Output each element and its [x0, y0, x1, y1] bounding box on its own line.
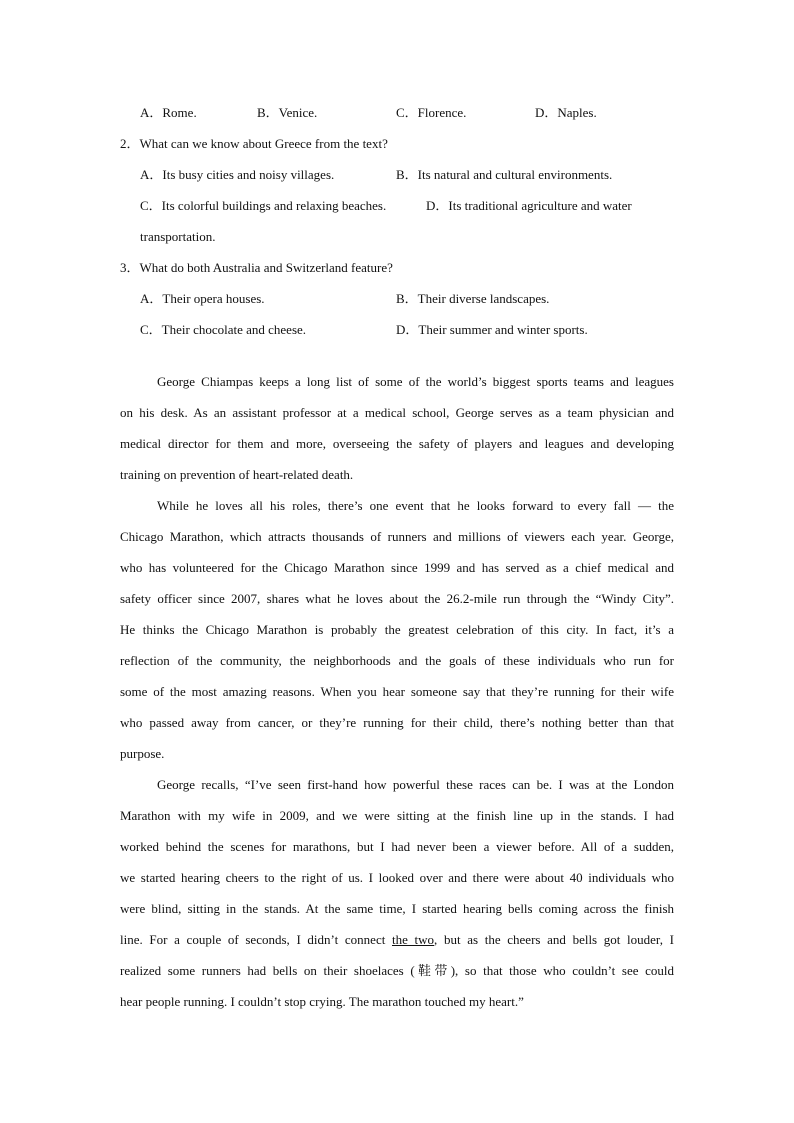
q3-option-d: D．Their summer and winter sports.	[396, 322, 588, 337]
passage-line: who passed away from cancer, or they’re running for their child, there’s nothing better than that	[120, 715, 674, 730]
passage-line: some of the most amazing reasons. When you hear someone say that they’re running for their wife	[120, 684, 674, 699]
question-2-options-cd	[120, 190, 674, 221]
q3-option-b: B．Their diverse landscapes.	[396, 291, 550, 306]
passage-line: While he loves all his roles, there’s one event that he looks forward to every fall — the	[157, 498, 674, 513]
passage-line: Chicago Marathon, which attracts thousands of runners and millions of viewers each year. George,	[120, 529, 674, 544]
q1-option-a: A．Rome.	[140, 105, 197, 120]
reading-passage	[120, 366, 674, 1017]
q2-option-a: A．Its busy cities and noisy villages.	[140, 167, 335, 182]
passage-line: George Chiampas keeps a long list of some of the world’s biggest sports teams and leagues	[157, 374, 674, 389]
passage-line: He thinks the Chicago Marathon is probably the greatest celebration of this city. In fact, it’s a	[120, 622, 674, 637]
question-2-stem	[120, 128, 674, 159]
passage-line: safety officer since 2007, shares what he loves about the 26.2-mile run through the “Windy City”.	[120, 591, 674, 606]
question-3-stem	[120, 252, 674, 283]
passage-text: , but as the cheers and bells got louder, I	[434, 932, 674, 947]
q3-option-c: C．Their chocolate and cheese.	[140, 322, 307, 337]
q3-option-a: A．Their opera houses.	[140, 291, 265, 306]
passage-line-with-underline	[120, 924, 674, 955]
question-3-options-ab	[120, 283, 674, 314]
question-3-options-cd	[120, 314, 674, 345]
q2-option-c: C．Its colorful buildings and relaxing beaches.	[140, 198, 387, 213]
passage-paragraph-2	[120, 490, 674, 769]
q1-option-b: B．Venice.	[257, 105, 318, 120]
q3-stem-text: 3．What do both Australia and Switzerland feature?	[120, 260, 393, 275]
q2-option-d: D．Its traditional agriculture and water	[426, 198, 632, 213]
passage-text: line. For a couple of seconds, I didn’t connect	[120, 932, 392, 947]
exam-page	[120, 97, 674, 1017]
passage-line: hear people running. I couldn’t stop crying. The marathon touched my heart.”	[120, 994, 524, 1009]
q2-option-d-line2: transportation.	[140, 229, 216, 244]
q1-option-d: D．Naples.	[535, 105, 597, 120]
q2-option-b: B．Its natural and cultural environments.	[396, 167, 613, 182]
passage-line: were blind, sitting in the stands. At the same time, I started hearing bells coming across the finish	[120, 901, 674, 916]
passage-line: Marathon with my wife in 2009, and we were sitting at the finish line up in the stands. I had	[120, 808, 674, 823]
passage-line: realized some runners had bells on their shoelaces (鞋带), so that those who couldn’t see could	[120, 963, 674, 978]
question-2-option-d-continued	[120, 221, 674, 252]
passage-line: on his desk. As an assistant professor at a medical school, George serves as a team physician and	[120, 405, 674, 420]
q2-stem-text: 2．What can we know about Greece from the text?	[120, 136, 388, 151]
passage-line: training on prevention of heart-related death.	[120, 467, 354, 482]
underlined-phrase: the two	[392, 932, 435, 947]
passage-line: medical director for them and more, overseeing the safety of players and leagues and developing	[120, 436, 674, 451]
passage-line: George recalls, “I’ve seen first-hand how powerful these races can be. I was at the London	[157, 777, 674, 792]
passage-line: we started hearing cheers to the right of us. I looked over and there were about 40 individuals who	[120, 870, 674, 885]
passage-line: purpose.	[120, 746, 165, 761]
passage-paragraph-1	[120, 366, 674, 490]
passage-line: reflection of the community, the neighborhoods and the goals of these individuals who run for	[120, 653, 674, 668]
question-1-options	[120, 97, 674, 128]
passage-line: who has volunteered for the Chicago Marathon since 1999 and has served as a chief medical and	[120, 560, 674, 575]
q1-option-c: C．Florence.	[396, 105, 467, 120]
passage-line: worked behind the scenes for marathons, but I had never been a viewer before. All of a sudden,	[120, 839, 674, 854]
question-2-options-ab	[120, 159, 674, 190]
passage-paragraph-3	[120, 769, 674, 1017]
